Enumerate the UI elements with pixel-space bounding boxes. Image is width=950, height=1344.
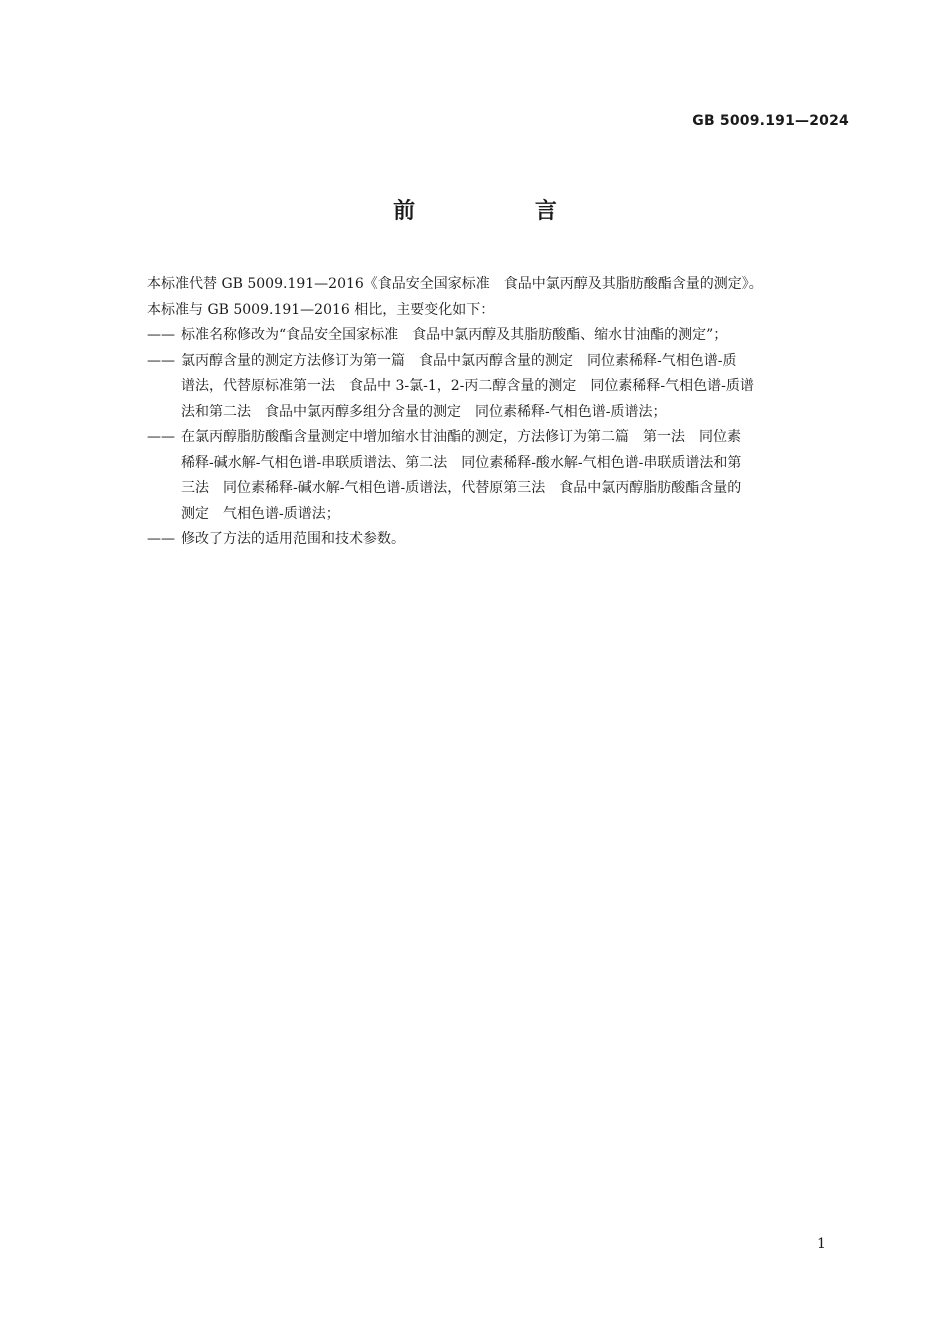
dash-marker: —— xyxy=(147,327,175,343)
change-item-line: 标准名称修改为“食品安全国家标准 食品中氯丙醇及其脂肪酸酯、缩水甘油酯的测定”； xyxy=(181,327,728,343)
change-item-line: 在氯丙醇脂肪酸酯含量测定中增加缩水甘油酯的测定，方法修订为第二篇 第一法 同位素 xyxy=(181,429,741,445)
change-item-line: 法和第二法 食品中氯丙醇多组分含量的测定 同位素稀释-气相色谱-质谱法； xyxy=(181,403,667,420)
change-item-2 xyxy=(147,349,849,426)
foreword-body xyxy=(147,272,849,553)
document-code: GB 5009.191—2024 xyxy=(692,113,849,129)
dash-marker: —— xyxy=(147,429,175,445)
change-item-line: 测定 气相色谱-质谱法； xyxy=(181,505,340,522)
change-item-4 xyxy=(147,527,849,553)
change-item-line: 三法 同位素稀释-碱水解-气相色谱-质谱法，代替原第三法 食品中氯丙醇脂肪酸酯含量的 xyxy=(181,480,742,496)
change-item-line: 谱法，代替原标准第一法 食品中 3-氯-1，2-丙二醇含量的测定 同位素稀释-气相色谱-质谱 xyxy=(181,378,754,394)
change-item-line: 稀释-碱水解-气相色谱-串联质谱法、第二法 同位素稀释-酸水解-气相色谱-串联质谱法和第 xyxy=(181,454,742,471)
page-title: 前 言 xyxy=(393,199,613,224)
dash-marker: —— xyxy=(147,352,175,369)
change-item-line: 氯丙醇含量的测定方法修订为第一篇 食品中氯丙醇含量的测定 同位素稀释-气相色谱-质 xyxy=(181,352,737,369)
change-item-1 xyxy=(147,323,849,349)
change-item-line: 修改了方法的适用范围和技术参数。 xyxy=(181,531,405,547)
page-number: 1 xyxy=(817,1236,826,1252)
change-item-3 xyxy=(147,425,849,527)
intro-paragraph-1: 本标准代替 GB 5009.191—2016《食品安全国家标准 食品中氯丙醇及其脂肪酸酯含量的测定》。 xyxy=(147,276,763,292)
dash-marker: —— xyxy=(147,531,175,547)
intro-paragraph-2: 本标准与 GB 5009.191—2016 相比，主要变化如下： xyxy=(147,301,495,318)
